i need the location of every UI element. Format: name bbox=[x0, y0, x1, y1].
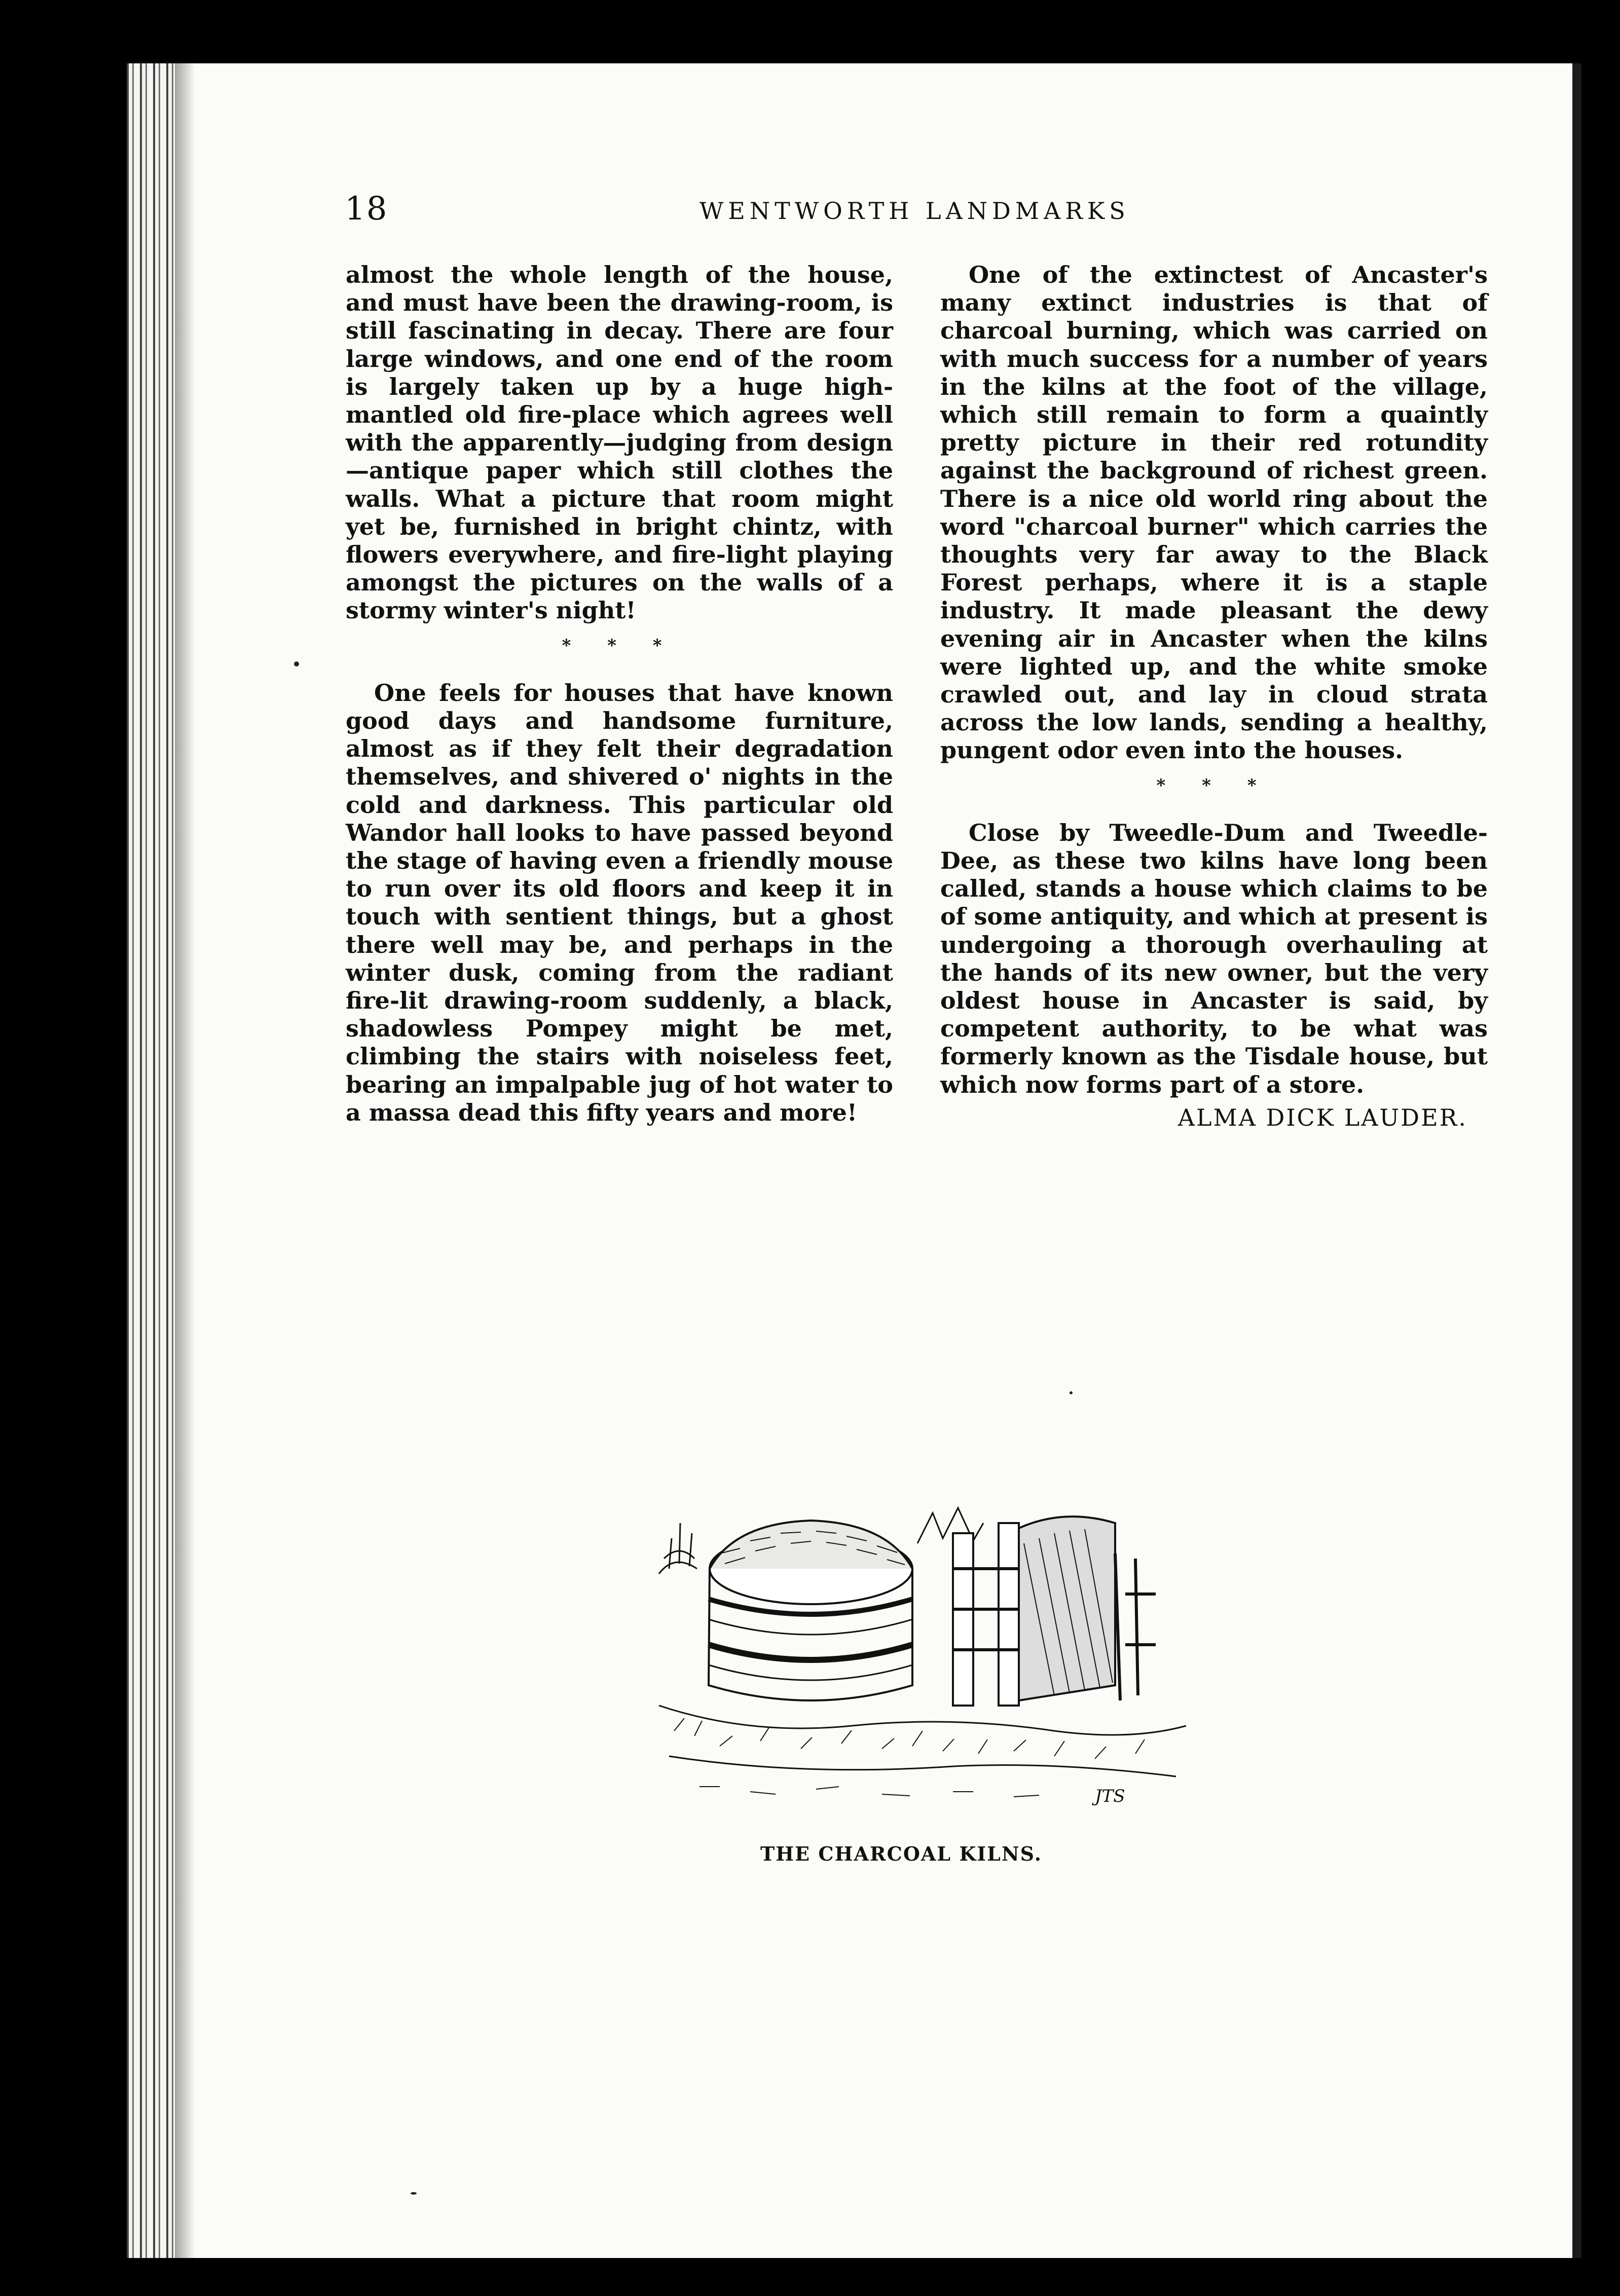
ink-speck bbox=[1070, 1391, 1073, 1394]
ink-speck bbox=[411, 2192, 417, 2195]
section-separator: * * * bbox=[562, 635, 677, 656]
left-paragraph-1: almost the whole length of the house, and must have been the drawing-room, is still fascinating in decay. There are four large windows, and one end of the room is largely taken up by a huge high-mantled old fire-place which agrees well with the apparently—judging from design—antique paper which still clothes the walls. What a picture that room might yet be, furnished in bright chintz, with flowers everywhere, and fire-light playing amongst the pictures on the walls of a stormy winter's night! bbox=[346, 261, 893, 624]
running-title: WENTWORTH LANDMARKS bbox=[699, 197, 1130, 225]
page-binding-edge bbox=[127, 63, 175, 2258]
artist-initials: JTS bbox=[1095, 1786, 1125, 1806]
left-paragraph-2: One feels for houses that have known good days and handsome furniture, almost as if they felt their degradation themselves, and shivered o' nights in the cold and darkness. This particular old Wandor hall looks to have passed beyond the stage of having even a friendly mouse to run over its old floors and keep it in touch with sentient things, but a ghost there well may be, and perhaps in the winter dusk, coming from the radiant fire-lit drawing-room suddenly, a black, shadowless Pompey might be met, climbing the stairs with noiseless feet, bearing an impalpable jug of hot water to a massa dead this fifty years and more! bbox=[346, 679, 893, 1126]
book-page bbox=[127, 63, 1581, 2258]
binding-shadow bbox=[175, 63, 195, 2258]
page-number: 18 bbox=[345, 190, 388, 228]
running-head bbox=[127, 190, 1581, 226]
right-column bbox=[940, 261, 1488, 1132]
right-paragraph-1: One of the extinctest of Ancaster's many extinct industries is that of charcoal burning, which was carried on with much success for a number of years in the kilns at the foot of the village, which still remain to form a quaintly pretty picture in their red rotundity against the background of richest green. There is a nice old world ring about the word "charcoal burner" which carries the thoughts very far away to the Black Forest perhaps, where it is a staple industry. It made pleasant the dewy evening air in Ancaster when the kilns were lighted up, and the white smoke crawled out, and lay in cloud strata across the low lands, sending a healthy, pungent odor even into the houses. bbox=[940, 261, 1488, 764]
author-signature: ALMA DICK LAUDER. bbox=[1177, 1103, 1467, 1131]
section-separator: * * * bbox=[1156, 775, 1272, 796]
charcoal-kilns-illustration bbox=[649, 1493, 1201, 1822]
page-right-edge bbox=[1572, 63, 1581, 2258]
ink-speck bbox=[294, 661, 299, 666]
figure-caption: THE CHARCOAL KILNS. bbox=[760, 1842, 1042, 1865]
right-paragraph-2: Close by Tweedle-Dum and Tweedle-Dee, as these two kilns have long been called, stands a house which claims to be of some antiquity, and which at present is undergoing a thorough overhauling at the hands of its new owner, but the very oldest house in Ancaster is said, by competent authority, to be what was formerly known as the Tisdale house, but which now forms part of a store. bbox=[940, 819, 1488, 1098]
left-column bbox=[346, 261, 893, 1127]
